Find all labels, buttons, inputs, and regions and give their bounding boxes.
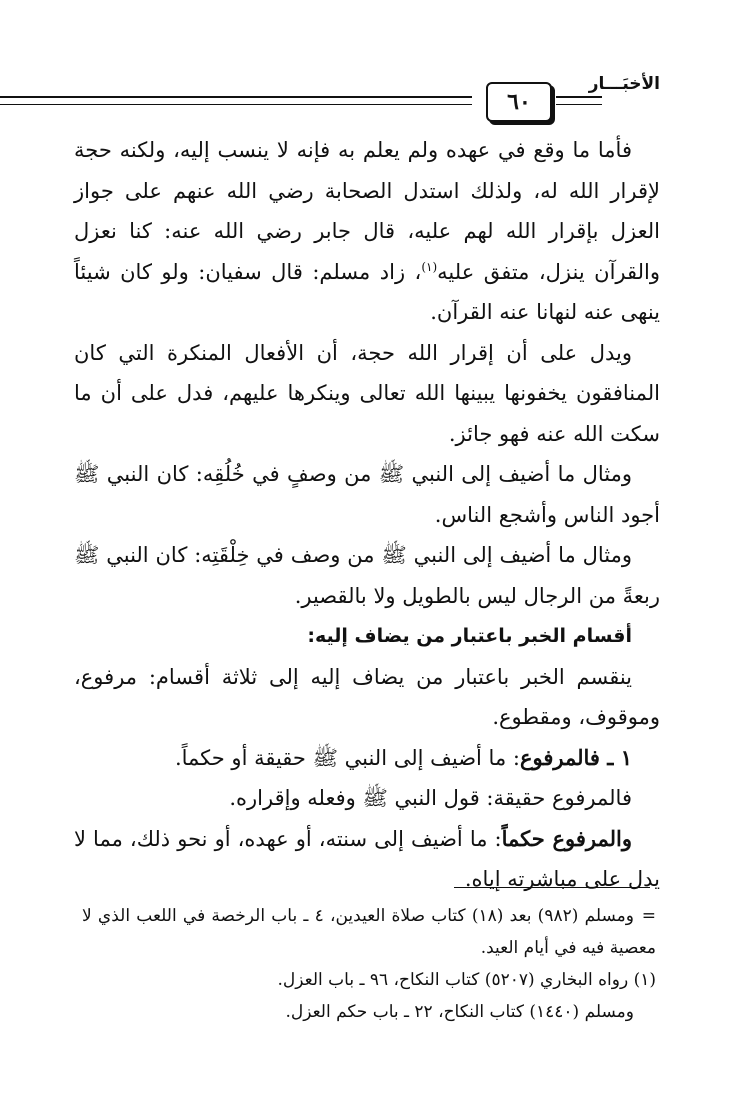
paragraph-1 [74, 130, 660, 333]
page-number: ٦٠ [486, 82, 552, 122]
paragraph-8-rest: : ما أضيف إلى سنته، أو عهده، أو نحو ذلك، مما لا يدل على مباشرته إياه. [74, 826, 660, 891]
main-text [74, 130, 660, 900]
footnote-1 [82, 964, 656, 996]
footnote-continued [82, 900, 656, 964]
running-title: الأخبَـــار [588, 74, 660, 94]
footnote-1-text: رواه البخاري (٥٢٠٧) كتاب النكاح، ٩٦ ـ باب العزل. [277, 970, 629, 990]
paragraph-6 [74, 738, 660, 779]
paragraph-4: ومثال ما أضيف إلى النبي ﷺ من وصف في خِلْقَتِه: كان النبي ﷺ ربعةً من الرجال ليس بالطويل ولا بالقصير. [74, 543, 660, 608]
paragraph-1-tail: ، زاد مسلم: قال سفيان: ولو كان شيئاً ينهى عنه لنهانا عنه القرآن. [74, 259, 660, 324]
paragraph-8-lead: والمرفوع حكماً [501, 825, 632, 851]
section-heading: أقسام الخبر باعتبار من يضاف إليه: [307, 625, 632, 647]
paragraph-6-lead: ١ ـ فالمرفوع [519, 744, 632, 770]
footnotes [82, 900, 656, 1028]
paragraph-3: ومثال ما أضيف إلى النبي ﷺ من وصفٍ في خُلُقِه: كان النبي ﷺ أجود الناس وأشجع الناس. [74, 462, 660, 527]
paragraph-1-text: فأما ما وقع في عهده ولم يعلم به فإنه لا ينسب إليه، ولكنه حجة لإقرار الله له، ولذلك استدل الصحابة رضي الله عنهم على جواز العزل بإقرار الله لهم عليه، قال جابر رضي الله عنه: كنا نعزل والقرآن ينزل، متفق عليه [74, 138, 661, 284]
paragraph-7: فالمرفوع حقيقة: قول النبي ﷺ وفعله وإقراره. [229, 786, 632, 810]
footnote-1-continued: ومسلم (١٤٤٠) كتاب النكاح، ٢٢ ـ باب حكم العزل. [285, 1002, 634, 1022]
footnote-continued-text: ومسلم (٩٨٢) بعد (١٨) كتاب صلاة العيدين، ٤ ـ باب الرخصة في اللعب الذي لا معصية فيه في أيام العيد. [82, 906, 656, 958]
header-rule-left [0, 96, 472, 105]
footnote-separator [454, 887, 650, 888]
paragraph-2: ويدل على أن إقرار الله حجة، أن الأفعال المنكرة التي كان المنافقون يخفونها يبينها الله تعالى وينكرها عليهم، فدل على أن ما سكت الله عنه فهو جائز. [74, 340, 660, 446]
footnote-continued-marker: = [641, 906, 656, 926]
footnote-ref-1: (١) [421, 259, 438, 274]
paragraph-5: ينقسم الخبر باعتبار من يضاف إليه إلى ثلاثة أقسام: مرفوع، وموقوف، ومقطوع. [74, 664, 660, 729]
header-rule-right [556, 96, 602, 105]
footnote-1-marker: (١) [633, 970, 656, 990]
paragraph-6-rest: : ما أضيف إلى النبي ﷺ حقيقة أو حكماً. [174, 745, 520, 770]
